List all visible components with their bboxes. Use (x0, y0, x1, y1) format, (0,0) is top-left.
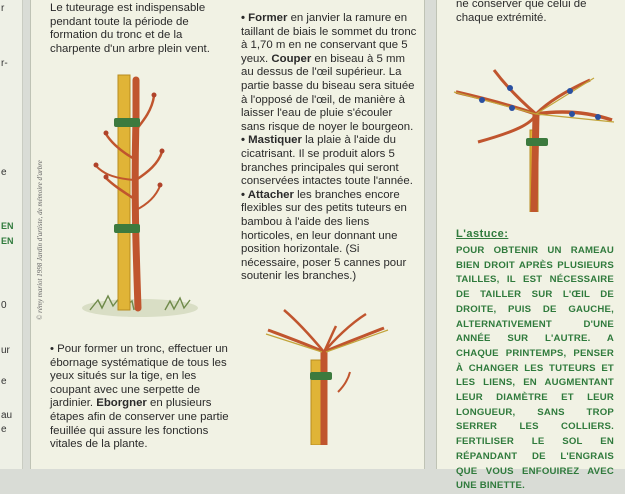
tip-body: POUR OBTENIR UN RAMEAU BIEN DROIT APRÈS PLUSIEURS TAILLES, IL EST NÉCESSAIRE DE TAILLER SUR L'ŒIL DE DROITE, PUIS DE GAUCHE, ALTERNATIVEMENT D'UNE ANNÉE SUR L'AUTRE. A CHAQUE PRINTEMPS, PENSER À CHANGER LES TUTEURS ET LES LIENS, EN AUGMENTANT LEUR DIAMÈTRE ET LEUR LONGUEUR, SANS TROP SERRER LES COLLIERS. FERTILISER LE SOL EN RÉPANDANT DE L'ENGRAIS QUE VOUS ENFOUIREZ AVEC UNE BINETTE. (456, 245, 614, 492)
strip-fragment: e (1, 424, 7, 435)
tip-title: L'astuce: (456, 228, 509, 240)
attacher-bold: • Attacher (241, 188, 294, 201)
intro-paragraph: Le tuteurage est indispensable pendant toute la période de formation du tronc et de la charpente d'un arbre plein vent. (50, 2, 210, 55)
couper-bold: Couper (271, 52, 312, 65)
intro-text (50, 2, 236, 56)
column2-text (241, 12, 419, 284)
attacher-text: les branches encore flexibles sur des petits tuteurs en bambou à l'aide des liens horticoles, en leur donnant une position horizontale. (Si nécessaire, poser 5 cannes pour soutenir les branches.) (241, 188, 407, 283)
mastiquer-bold: • Mastiquer (241, 134, 302, 147)
left-page-strip (0, 0, 23, 469)
strip-fragment: ur (1, 345, 10, 356)
strip-fragment: r (1, 3, 5, 14)
photo-credit: © rémy mariot 1998 Jardin d'artiste, de mémoire d'arbre (36, 160, 44, 320)
column3-top-text (456, 0, 616, 25)
trained-branches-illustration (452, 62, 617, 212)
strip-fragment: au (1, 410, 13, 421)
top-paragraph: ne conserver que celui de chaque extrémité. (456, 0, 587, 24)
strip-fragment: e (1, 376, 7, 387)
eborgner-text: en plusieurs étapes afin de conserver une partie feuillée qui assure les fonctions vitales de la plante. (50, 397, 229, 451)
former-bold: • Former (241, 12, 288, 24)
eborgner-bold: Eborgner (96, 397, 147, 410)
strip-fragment: EN (1, 221, 14, 231)
couper-text: en biseau à 5 mm au dessus de l'œil supérieur. La partie basse du biseau sera située à l'opposé de l'œil, de manière à laisser l'eau de pluie s'écouler sans risque de noyer le bourgeon. (241, 52, 415, 133)
strip-fragment: e (1, 167, 7, 178)
column1-paragraph (50, 343, 234, 452)
strip-fragment: r- (1, 58, 8, 69)
pruned-tree-illustration (258, 300, 398, 445)
strip-fragment: 0 (1, 300, 7, 311)
former-text: en janvier la ramure en taillant de biais le sommet du tronc à 1,70 m en ne conservant que 5 yeux. (241, 12, 417, 65)
mastiquer-text: la plaie à l'aide du cicatrisant. Il se produit alors 5 branches principales qui seront conservées intactes toute l'année. (241, 134, 413, 188)
young-tree-illustration (70, 60, 220, 330)
strip-fragment: EN (1, 236, 14, 246)
ebornage-text: • Pour former un tronc, effectuer un ébornage systématique de tous les yeux situés sur la tige, en les coupant avec une serpette de jardinier. (50, 343, 228, 410)
